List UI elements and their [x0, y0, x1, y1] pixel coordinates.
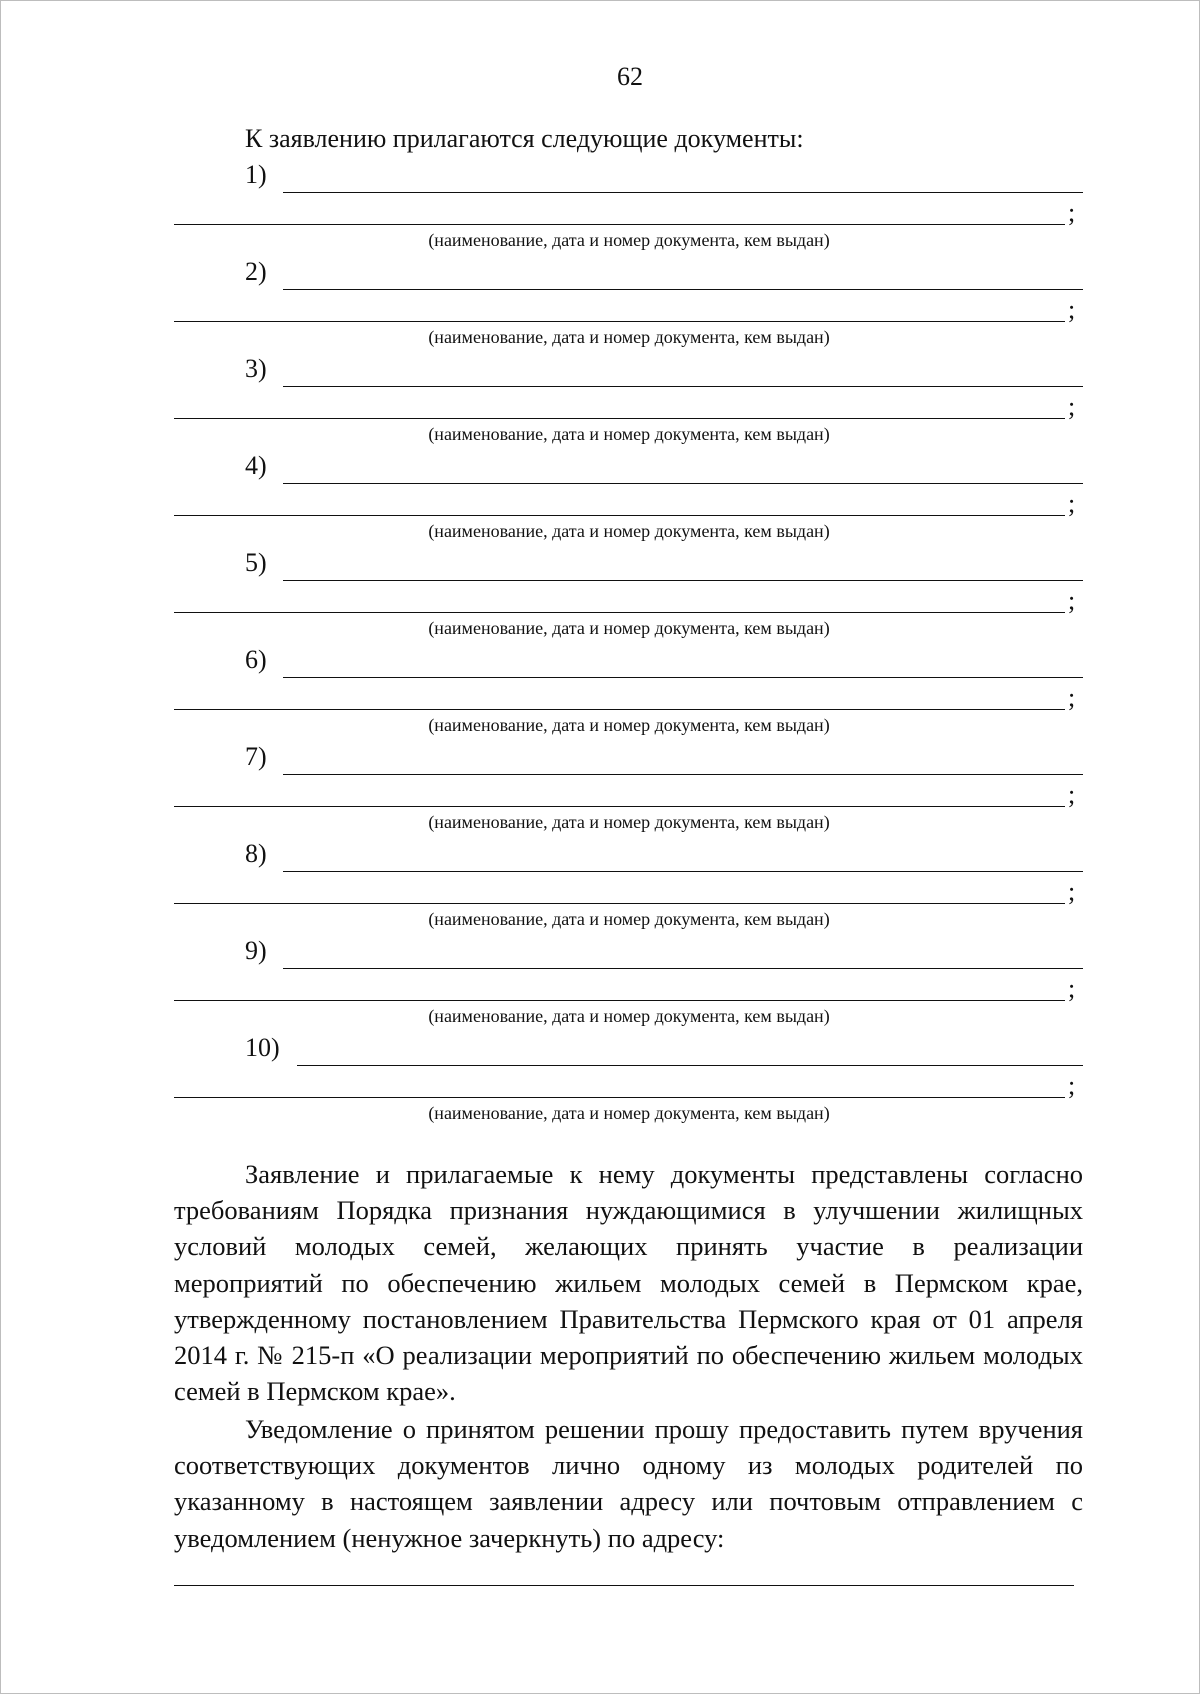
entry-line-first[interactable]	[283, 483, 1083, 484]
entry-caption: (наименование, дата и номер документа, кем выдан)	[428, 618, 830, 638]
entry-line-first[interactable]	[283, 968, 1083, 969]
entry-number: 8)	[245, 839, 267, 868]
address-line[interactable]	[174, 1585, 1074, 1586]
entry-number: 4)	[245, 451, 267, 480]
entry-line-second[interactable]	[174, 515, 1065, 516]
document-entry-3	[0, 352, 1200, 449]
entry-line-first[interactable]	[283, 774, 1083, 775]
entry-terminator: ;	[1068, 295, 1076, 324]
entry-number: 5)	[245, 548, 267, 577]
entry-number: 6)	[245, 645, 267, 674]
entry-caption: (наименование, дата и номер документа, кем выдан)	[428, 424, 830, 444]
document-entry-9	[0, 934, 1200, 1031]
document-entry-10	[0, 1031, 1200, 1128]
entry-caption: (наименование, дата и номер документа, кем выдан)	[428, 909, 830, 929]
entry-line-first[interactable]	[283, 192, 1083, 193]
entry-line-second[interactable]	[174, 321, 1065, 322]
entry-line-first[interactable]	[283, 677, 1083, 678]
document-entry-7	[0, 740, 1200, 837]
document-entry-5	[0, 546, 1200, 643]
entry-number: 1)	[245, 160, 267, 189]
document-entry-1	[0, 158, 1200, 255]
entry-caption: (наименование, дата и номер документа, кем выдан)	[428, 1006, 830, 1026]
document-entry-4	[0, 449, 1200, 546]
compliance-paragraph: Заявление и прилагаемые к нему документы представлены согласно требованиям Порядка признания нуждающимися в улучшении жилищных условий молодых семей, желающих принять участие в реализации мероприятий по обеспечению жильем молодых семей в Пермском крае, утвержденному постановлением Правительства Пермского края от 01 апреля 2014 г. № 215-п «О реализации мероприятий по обеспечению жильем молодых семей в Пермском крае».	[174, 1159, 1083, 1407]
entry-line-first[interactable]	[283, 871, 1083, 872]
entry-terminator: ;	[1068, 974, 1076, 1003]
entry-line-second[interactable]	[174, 806, 1065, 807]
entry-line-second[interactable]	[174, 903, 1065, 904]
entry-line-second[interactable]	[174, 1097, 1065, 1098]
entry-line-second[interactable]	[174, 418, 1065, 419]
entry-line-first[interactable]	[297, 1065, 1083, 1066]
entry-number: 2)	[245, 257, 267, 286]
entry-terminator: ;	[1068, 1071, 1076, 1100]
entry-line-second[interactable]	[174, 612, 1065, 613]
entry-terminator: ;	[1068, 877, 1076, 906]
entry-line-second[interactable]	[174, 709, 1065, 710]
document-entry-8	[0, 837, 1200, 934]
entry-terminator: ;	[1068, 392, 1076, 421]
entry-number: 9)	[245, 936, 267, 965]
entry-caption: (наименование, дата и номер документа, кем выдан)	[428, 715, 830, 735]
entry-line-first[interactable]	[283, 386, 1083, 387]
entry-line-second[interactable]	[174, 224, 1065, 225]
entry-terminator: ;	[1068, 683, 1076, 712]
entry-line-first[interactable]	[283, 289, 1083, 290]
page-number: 62	[617, 62, 643, 91]
attachments-intro: К заявлению прилагаются следующие документы:	[245, 124, 804, 153]
document-entry-2	[0, 255, 1200, 352]
document-entry-6	[0, 643, 1200, 740]
entry-number: 7)	[245, 742, 267, 771]
entry-caption: (наименование, дата и номер документа, кем выдан)	[428, 812, 830, 832]
entry-line-first[interactable]	[283, 580, 1083, 581]
entry-terminator: ;	[1068, 198, 1076, 227]
entry-terminator: ;	[1068, 586, 1076, 615]
entry-caption: (наименование, дата и номер документа, кем выдан)	[428, 521, 830, 541]
entry-number: 10)	[245, 1033, 280, 1062]
entry-caption: (наименование, дата и номер документа, кем выдан)	[428, 230, 830, 250]
entry-caption: (наименование, дата и номер документа, кем выдан)	[428, 1103, 830, 1123]
notification-paragraph: Уведомление о принятом решении прошу предоставить путем вручения соответствующих документов лично одному из молодых родителей по указанному в настоящем заявлении адресу или почтовым отправлением с уведомлением (ненужное зачеркнуть) по адресу:	[174, 1414, 1083, 1553]
entry-terminator: ;	[1068, 489, 1076, 518]
entry-caption: (наименование, дата и номер документа, кем выдан)	[428, 327, 830, 347]
entry-line-second[interactable]	[174, 1000, 1065, 1001]
entry-terminator: ;	[1068, 780, 1076, 809]
entry-number: 3)	[245, 354, 267, 383]
